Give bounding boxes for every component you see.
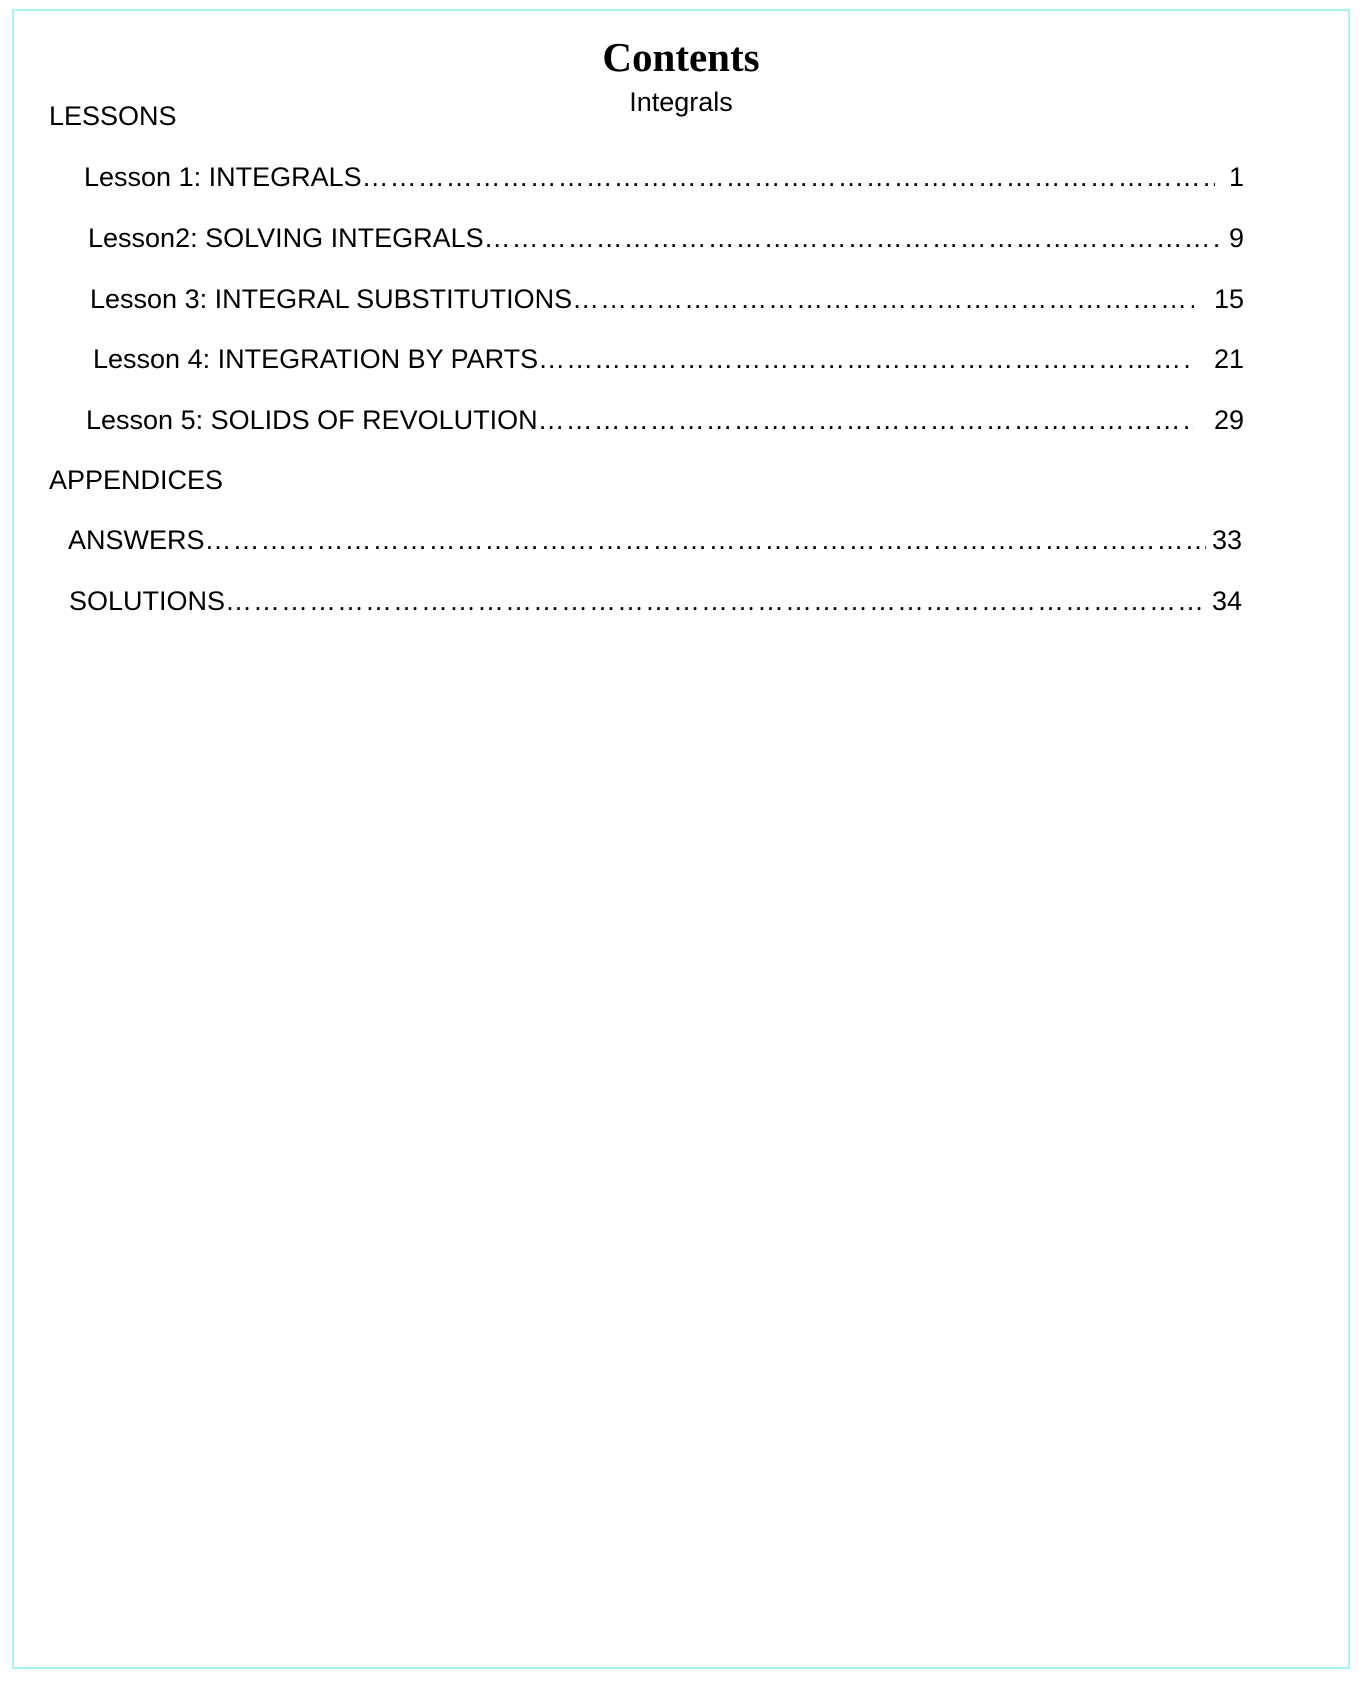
- dot-leader: [572, 282, 1194, 316]
- toc-entry-lesson-1[interactable]: [84, 160, 1244, 194]
- page-title: Contents: [602, 34, 760, 80]
- toc-page-number: 34: [1211, 586, 1242, 616]
- toc-entry-solutions[interactable]: [69, 584, 1242, 618]
- toc-entry-lesson-4[interactable]: [93, 342, 1244, 376]
- toc-page-number: 1: [1228, 162, 1244, 192]
- toc-entry-label: Lesson 4: INTEGRATION BY PARTS: [93, 344, 539, 374]
- toc-entry-label: Lesson 3: INTEGRAL SUBSTITUTIONS: [90, 284, 573, 314]
- appendices-heading: APPENDICES: [49, 465, 224, 495]
- toc-page-number: 29: [1213, 405, 1244, 435]
- toc-page-number: 33: [1211, 525, 1242, 555]
- document-page: [12, 9, 1350, 1669]
- toc-entry-answers[interactable]: [68, 523, 1242, 557]
- toc-page-number: 21: [1213, 344, 1244, 374]
- dot-leader: [362, 160, 1215, 194]
- toc-page-number: 15: [1213, 284, 1244, 314]
- toc-page-number: 9: [1228, 223, 1244, 253]
- page-subtitle: Integrals: [629, 87, 733, 117]
- dot-leader: [484, 221, 1219, 255]
- toc-entry-lesson-3[interactable]: [90, 282, 1244, 316]
- dot-leader: [205, 523, 1206, 557]
- toc-entry-label: SOLUTIONS: [69, 586, 226, 616]
- toc-entry-label: Lesson 1: INTEGRALS: [84, 162, 362, 192]
- toc-entry-label: Lesson 5: SOLIDS OF REVOLUTION: [86, 405, 538, 435]
- dot-leader: [225, 584, 1206, 618]
- dot-leader: [538, 403, 1194, 437]
- toc-entry-lesson-5[interactable]: [86, 403, 1244, 437]
- toc-entry-label: Lesson2: SOLVING INTEGRALS: [88, 223, 484, 253]
- toc-entry-label: ANSWERS: [68, 525, 205, 555]
- dot-leader: [538, 342, 1194, 376]
- lessons-heading: LESSONS: [49, 101, 177, 131]
- toc-entry-lesson-2[interactable]: [88, 221, 1244, 255]
